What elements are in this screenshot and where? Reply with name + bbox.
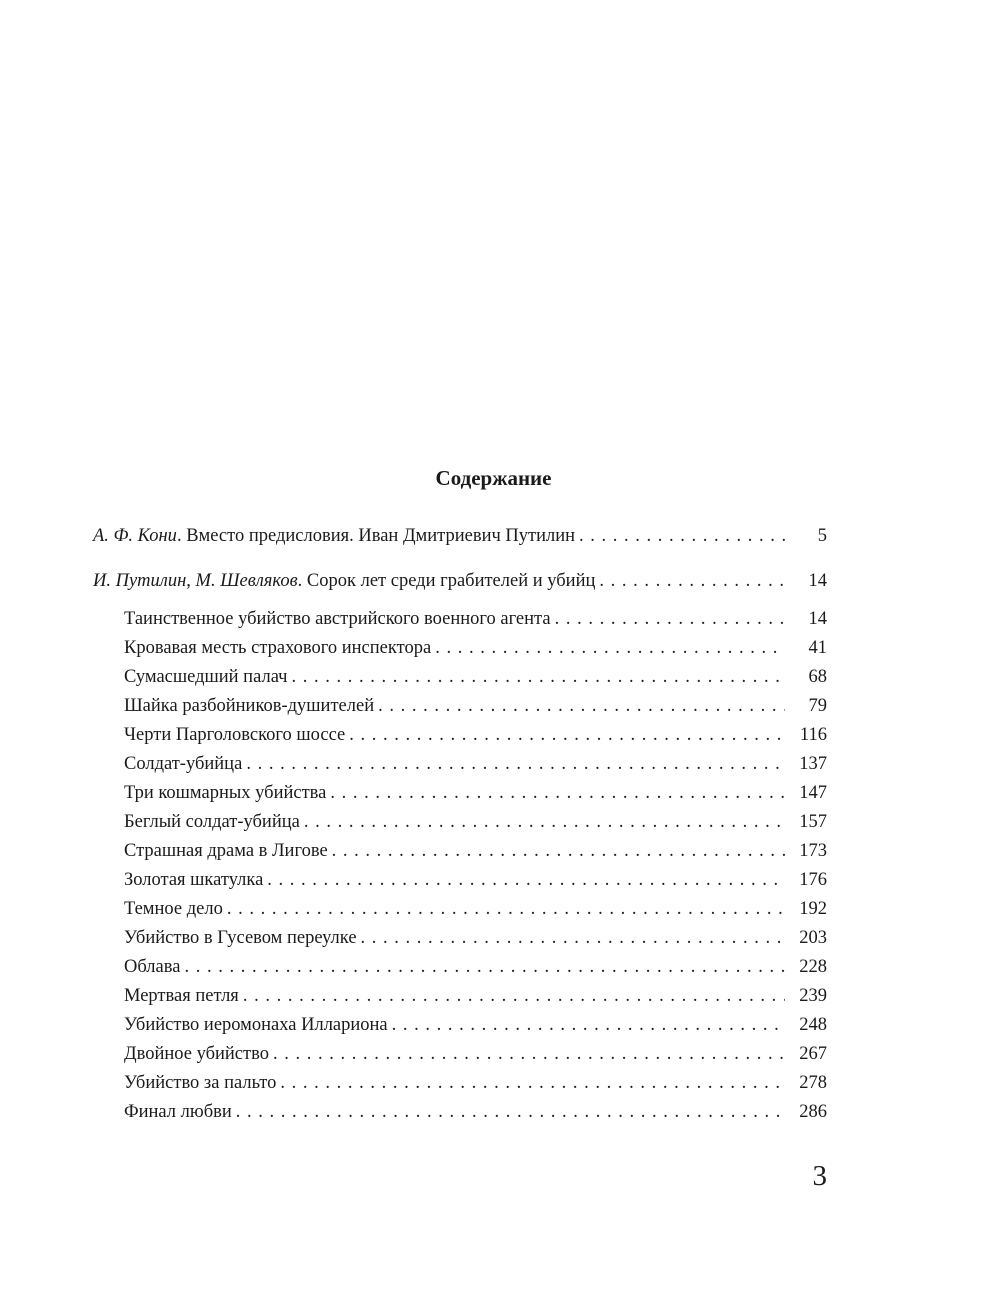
toc-chapter [93, 1040, 827, 1069]
page-title: Содержание [435, 466, 552, 490]
dot-leader [555, 605, 785, 634]
toc-chapter [93, 721, 827, 750]
dot-leader [349, 721, 785, 750]
toc-chapter [93, 634, 827, 663]
dot-leader [392, 1011, 785, 1040]
chapter-title: Черти Парголовского шоссе [124, 725, 346, 745]
chapter-page-number: 228 [799, 957, 827, 977]
dot-leader [236, 1098, 785, 1127]
page-number: 3 [812, 1160, 827, 1192]
entry-title: . Сорок лет среди грабителей и убийц [297, 571, 596, 591]
toc-chapter [93, 1098, 827, 1127]
chapter-title: Убийство иеромонаха Иллариона [124, 1015, 388, 1035]
chapter-title: Три кошмарных убийства [124, 783, 327, 803]
chapter-page-number: 116 [799, 725, 827, 745]
dot-leader [435, 634, 785, 663]
entry-author: А. Ф. Кони [93, 526, 177, 546]
toc-chapter [93, 779, 827, 808]
dot-leader [246, 750, 785, 779]
chapter-title: Шайка разбойников-душителей [124, 696, 375, 716]
chapter-title: Облава [124, 957, 181, 977]
dot-leader [378, 692, 785, 721]
chapter-title: Солдат-убийца [124, 754, 243, 774]
chapter-page-number: 203 [799, 928, 827, 948]
toc-entry [93, 522, 827, 551]
dot-leader [599, 567, 785, 596]
entry-page-number: 14 [808, 571, 827, 591]
chapter-page-number: 173 [799, 841, 827, 861]
toc-chapter [93, 953, 827, 982]
dot-leader [361, 924, 785, 953]
chapter-title: Страшная драма в Лигове [124, 841, 328, 861]
toc-chapter [93, 982, 827, 1011]
chapter-page-number: 147 [799, 783, 827, 803]
toc-chapter [93, 924, 827, 953]
chapter-title: Мертвая петля [124, 986, 239, 1006]
dot-leader [291, 663, 785, 692]
chapter-title: Убийство в Гусевом переулке [124, 928, 357, 948]
chapter-page-number: 278 [799, 1073, 827, 1093]
toc-chapter [93, 1011, 827, 1040]
dot-leader [267, 866, 785, 895]
dot-leader [332, 837, 785, 866]
toc-entry [93, 567, 827, 596]
chapter-title: Кровавая месть страхового инспектора [124, 638, 432, 658]
chapter-page-number: 267 [799, 1044, 827, 1064]
toc-chapter [93, 605, 827, 634]
chapter-page-number: 137 [799, 754, 827, 774]
dot-leader [330, 779, 785, 808]
chapter-title: Золотая шкатулка [124, 870, 264, 890]
entry-title: . Вместо предисловия. Иван Дмитриевич Путилин [176, 526, 576, 546]
dot-leader [579, 522, 785, 551]
toc-chapter [93, 837, 827, 866]
chapter-title: Таинственное убийство австрийского военного агента [124, 609, 551, 629]
chapter-page-number: 176 [799, 870, 827, 890]
dot-leader [227, 895, 785, 924]
dot-leader [280, 1069, 785, 1098]
dot-leader [273, 1040, 785, 1069]
toc-chapter [93, 692, 827, 721]
chapter-page-number: 79 [808, 696, 827, 716]
toc-chapter [93, 895, 827, 924]
chapter-title: Финал любви [124, 1102, 232, 1122]
chapter-title: Темное дело [124, 899, 223, 919]
chapter-page-number: 68 [808, 667, 827, 687]
entry-author: И. Путилин [93, 571, 187, 591]
chapter-title: Сумасшедший палач [124, 667, 288, 687]
dot-leader [304, 808, 785, 837]
chapter-title: Беглый солдат-убийца [124, 812, 300, 832]
toc-chapter [93, 808, 827, 837]
toc-chapter [93, 750, 827, 779]
chapter-title: Двойное убийство [124, 1044, 269, 1064]
entry-page-number: 5 [817, 526, 827, 546]
dot-leader [184, 953, 785, 982]
chapter-page-number: 248 [799, 1015, 827, 1035]
chapter-page-number: 41 [808, 638, 827, 658]
chapter-page-number: 157 [799, 812, 827, 832]
table-of-contents [93, 522, 827, 1127]
entry-author: М. Шевляков [195, 571, 298, 591]
chapter-page-number: 192 [799, 899, 827, 919]
toc-chapter [93, 1069, 827, 1098]
toc-chapter [93, 663, 827, 692]
chapter-page-number: 14 [808, 609, 827, 629]
dot-leader [243, 982, 785, 1011]
toc-chapter [93, 866, 827, 895]
author-separator: , [186, 571, 196, 591]
chapter-page-number: 286 [799, 1102, 827, 1122]
chapter-page-number: 239 [799, 986, 827, 1006]
chapter-title: Убийство за пальто [124, 1073, 277, 1093]
